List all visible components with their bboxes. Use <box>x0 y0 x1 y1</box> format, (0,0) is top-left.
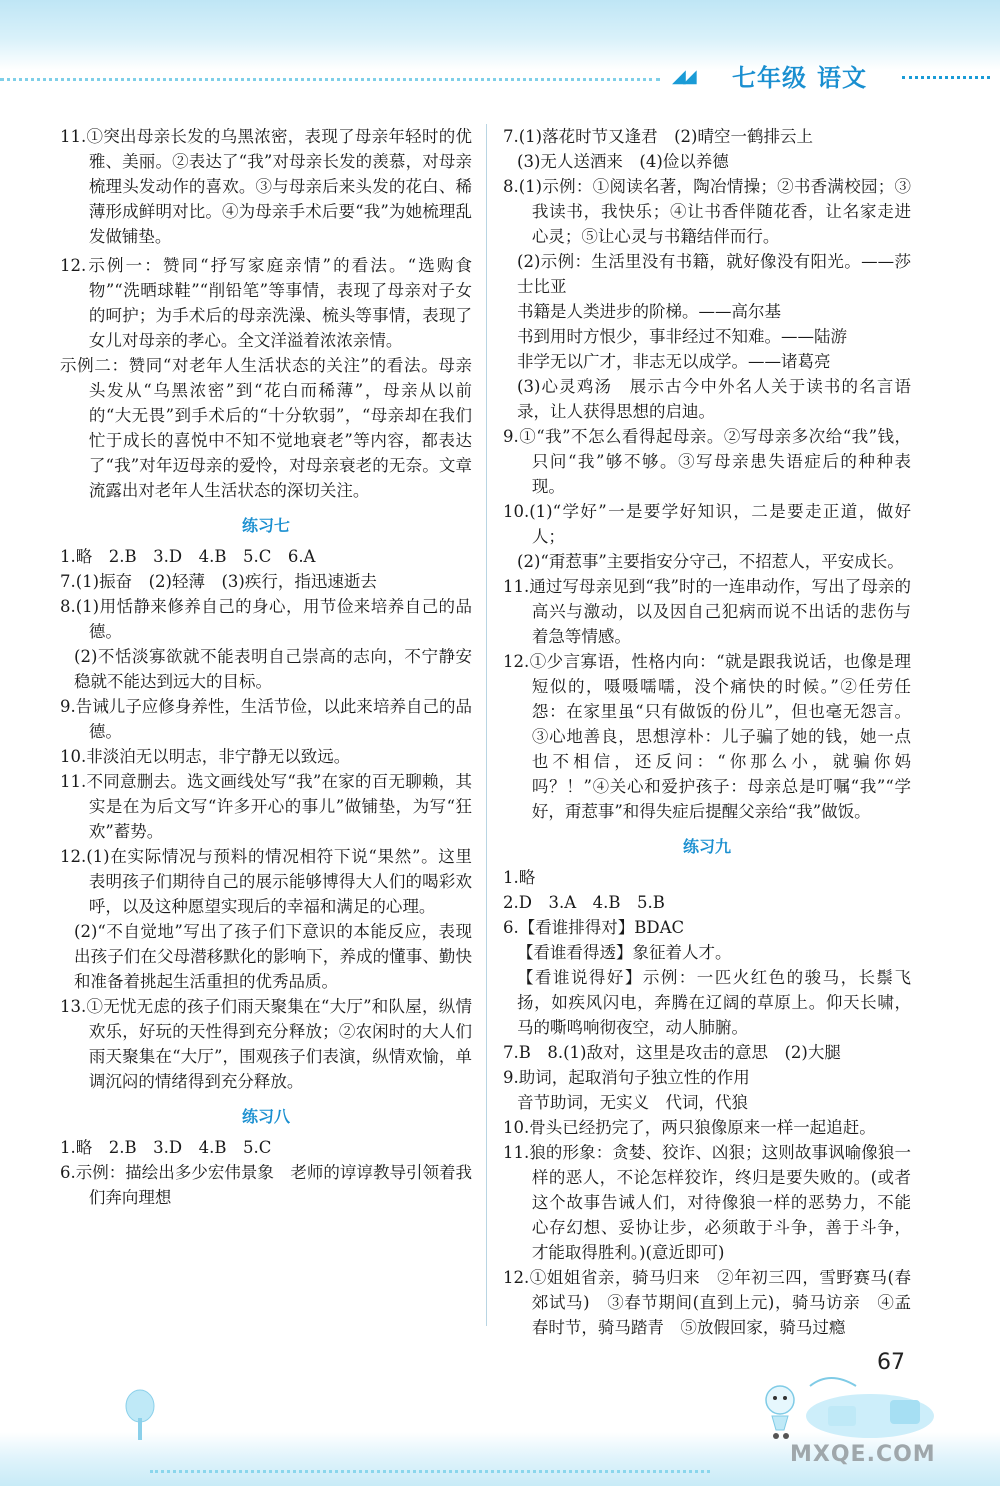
header-grade: 七年级 <box>732 64 807 92</box>
answer-line: 9.助词，起取消句子独立性的作用 <box>503 1068 750 1087</box>
answer-line: (2)“甭惹事”主要指安分守己，不招惹人，平安成长。 <box>517 552 904 571</box>
answer-line: 1.略 <box>503 868 536 887</box>
answer-line: 7.(1)落花时节又逢君 (2)晴空一鹤排云上 <box>503 127 813 146</box>
answer-line: (3)无人送酒来 (4)俭以养德 <box>517 152 729 171</box>
answer-line: 6.示例：描绘出多少宏伟景象 老师的谆谆教导引领着我们奔向理想 <box>60 1163 472 1207</box>
header-title <box>732 58 867 93</box>
answer-line: 12.①姐姐省亲，骑马归来 ②年初三四，雪野赛马(春郊试马) ③春节期间(直到上元)，骑马访亲 ④孟春时节，骑马踏青 ⑤放假回家，骑马过瘾 <box>503 1268 911 1337</box>
answer-line: 2.D 3.A 4.B 5.B <box>503 893 665 912</box>
tree-illustration-icon <box>112 1384 172 1444</box>
header-subject: 语文 <box>817 64 867 92</box>
answer-line: 6.【看谁排得对】BDAC <box>503 918 685 937</box>
answer-line: 8.(1)用恬静来修养自己的身心，用节俭来培养自己的品德。 <box>60 597 472 641</box>
answer-line: 1.略 2.B 3.D 4.B 5.C 6.A <box>60 547 316 566</box>
answer-line: 11.①突出母亲长发的乌黑浓密，表现了母亲年轻时的优雅、美丽。②表达了“我”对母亲长发的羡慕，对母亲梳理头发动作的喜欢。③与母亲后来头发的花白、稀薄形成鲜明对比。④为母亲手术后要“我”为她梳理乱发做铺垫。 <box>60 127 472 246</box>
top-dotted-rule <box>0 78 660 81</box>
answer-line: 非学无以广才，非志无以成学。——诸葛亮 <box>517 352 831 371</box>
answer-line: 【看谁说得好】示例：一匹火红色的骏马，长鬃飞扬，如疾风闪电，奔腾在辽阔的草原上。仰天长啸，马的嘶鸣响彻夜空，动人肺腑。 <box>517 968 911 1037</box>
page-number: 67 <box>877 1350 905 1375</box>
answer-line: 【看谁看得透】象征着人才。 <box>517 943 732 962</box>
answer-line: 书到用时方恨少，事非经过不知难。——陆游 <box>517 327 848 346</box>
column-divider <box>486 124 487 1326</box>
answer-line: 8.(1)示例：①阅读名著，陶冶情操；②书香满校园；③我读书，我快乐；④让书香伴随花香，让名家走进心灵；⑤让心灵与书籍结伴而行。 <box>503 177 911 246</box>
exercise-heading: 练习八 <box>241 1107 290 1126</box>
answer-line: 12.①少言寡语，性格内向：“就是跟我说话，也像是理短似的，嗫嗫嚅嚅，没个痛快的时候。”②任劳任怨：在家里虽“只有做饭的份儿”，但也毫无怨言。③心地善良，思想淳朴：儿子骗了她的钱，她一点也不相信，还反问：“你那么小，就骗你妈吗？！”④关心和爱护孩子：母亲总是叮嘱“我”“学好，甭惹事”和得失症后提醒父亲给“我”做饭。 <box>503 652 911 821</box>
answer-line: 9.告诫儿子应修身养性，生活节俭，以此来培养自己的品德。 <box>60 697 472 741</box>
answer-line: (2)示例：生活里没有书籍，就好像没有阳光。——莎士比亚 <box>517 252 911 296</box>
exercise-heading: 练习七 <box>241 516 290 535</box>
answer-line: 书籍是人类进步的阶梯。——高尔基 <box>517 302 782 321</box>
site-watermark: MXQE.COM <box>790 1442 936 1467</box>
answer-line: (2)不恬淡寡欲就不能表明自己崇高的志向，不宁静安稳就不能达到远大的目标。 <box>74 647 472 691</box>
answer-line: 音节助词，无实义 代词，代狼 <box>517 1093 749 1112</box>
answer-line: 11.狼的形象：贪婪、狡诈、凶狠；这则故事讽喻像狼一样的恶人，不论怎样狡诈，终归是要失败的。(或者这个故事告诫人们，对待像狼一样的恶势力，不能心存幻想、妥协让步，必须敢于斗争，善于斗争，才能取得胜利。)(意近即可) <box>503 1143 911 1262</box>
answer-line: 12.示例一：赞同“抒写家庭亲情”的看法。“选购食物”“洗晒球鞋”“削铅笔”等事情，表现了母亲对子女的呵护；为手术后的母亲洗澡、梳头等事情，表现了女儿对母亲的孝心。全文洋溢着浓浓亲情。 <box>60 256 472 350</box>
answer-line: 示例二：赞同“对老年人生活状态的关注”的看法。母亲头发从“乌黑浓密”到“花白而稀薄”，母亲从以前的“大无畏”到手术后的“十分软弱”，“母亲却在我们忙于成长的喜悦中不知不觉地衰老”等内容，都表达了“我”对年迈母亲的爱怜，对母亲衰老的无奈。文章流露出对老年人生活状态的深切关注。 <box>60 356 472 500</box>
answer-line: 7.B 8.(1)敌对，这里是攻击的意思 (2)大腿 <box>503 1043 841 1062</box>
right-answer-column <box>503 124 911 1340</box>
answer-line: 13.①无忧无虑的孩子们雨天聚集在“大厅”和队屋，纵情欢乐，好玩的天性得到充分释放；②农闲时的大人们雨天聚集在“大厅”，围观孩子们表演，纵情欢愉，单调沉闷的情绪得到充分释放。 <box>60 997 472 1091</box>
answer-line: 10.骨头已经扔完了，两只狼像原来一样一起追赶。 <box>503 1118 876 1137</box>
left-answer-column <box>60 124 472 1210</box>
answer-line: 10.非淡泊无以明志，非宁静无以致远。 <box>60 747 351 766</box>
answer-line: 1.略 2.B 3.D 4.B 5.C <box>60 1138 272 1157</box>
answer-line: (2)“不自觉地”写出了孩子们下意识的本能反应，表现出孩子们在父母潜移默化的影响下，养成的懂事、勤快和准备着挑起生活重担的优秀品质。 <box>74 922 472 991</box>
answer-line: 11.通过写母亲见到“我”时的一连串动作，写出了母亲的高兴与激动，以及因自己犯病而说不出话的悲伤与着急等情感。 <box>503 577 911 646</box>
answer-line: 9.①“我”不怎么看得起母亲。②写母亲多次给“我”钱，只问“我”够不够。③写母亲患失语症后的种种表现。 <box>503 427 911 496</box>
exercise-heading: 练习九 <box>682 837 731 856</box>
answer-line: (3)心灵鸡汤 展示古今中外名人关于读书的名言语录，让人获得思想的启迪。 <box>517 377 911 421</box>
page-header <box>672 58 990 92</box>
answer-line: 11.不同意删去。选文画线处写“我”在家的百无聊赖，其实是在为后文写“许多开心的事儿”做铺垫，为写“狂欢”蓄势。 <box>60 772 472 841</box>
bottom-dotted-rule <box>150 1470 710 1473</box>
answer-line: 10.(1)“学好”一是要学好知识，二是要走正道，做好人； <box>503 502 911 546</box>
header-arrow-icon: ◢◢ <box>672 66 694 87</box>
answer-line: 7.(1)振奋 (2)轻薄 (3)疾行，指迅速逝去 <box>60 572 377 591</box>
header-dotted-rule <box>902 76 990 79</box>
answer-line: 12.(1)在实际情况与预料的情况相符下说“果然”。这里表明孩子们期待自己的展示能够博得大人们的喝彩欢呼，以及这种愿望实现后的幸福和满足的心理。 <box>60 847 472 916</box>
